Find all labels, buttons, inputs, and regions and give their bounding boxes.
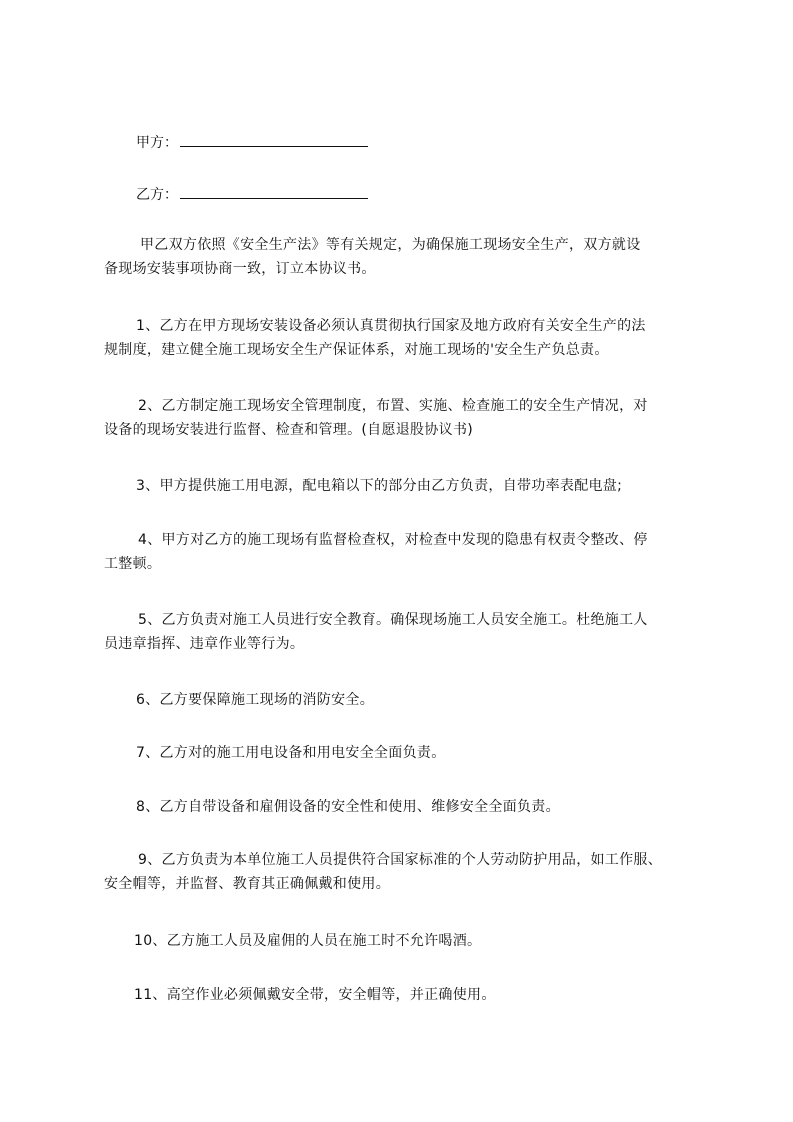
clause-11-line-1: 11、高空作业必须佩戴安全带，安全帽等，并正确使用。	[134, 987, 496, 1003]
clause-1-line-1: 1、乙方在甲方现场安装设备必须认真贯彻执行国家及地方政府有关安全生产的法	[136, 318, 646, 334]
clause-9-line-1: 9、乙方负责为本单位施工人员提供符合国家标准的个人劳动防护用品，如工作服、	[138, 852, 663, 868]
clause-11	[104, 983, 724, 1007]
clause-4-line-2: 工整顿。	[104, 556, 162, 572]
party-b-line	[136, 184, 368, 205]
intro-paragraph	[104, 233, 724, 281]
clause-7-line-1: 7、乙方对的施工用电设备和用电安全全面负责。	[136, 745, 446, 761]
clause-3	[104, 474, 724, 498]
intro-line-2: 备现场安装事项协商一致，订立本协议书。	[104, 261, 376, 277]
party-b-blank	[180, 184, 368, 199]
clause-5-line-2: 员违章指挥、违章作业等行为。	[104, 636, 305, 652]
party-b-label: 乙方：	[136, 187, 178, 203]
clause-8	[104, 795, 724, 819]
clause-7	[104, 741, 724, 765]
clause-2-line-1: 2、乙方制定施工现场安全管理制度，布置、实施、检查施工的安全生产情况，对	[138, 398, 648, 414]
clause-8-line-1: 8、乙方自带设备和雇佣设备的安全性和使用、维修安全全面负责。	[136, 799, 560, 815]
party-a-label: 甲方：	[136, 135, 178, 151]
clause-10	[104, 929, 724, 953]
clause-1	[104, 314, 724, 362]
clause-2	[104, 394, 724, 442]
clause-3-line-1: 3、甲方提供施工用电源，配电箱以下的部分由乙方负责，自带功率表配电盘;	[136, 478, 623, 494]
clause-4	[104, 528, 724, 576]
clause-5-line-1: 5、乙方负责对施工人员进行安全教育。确保现场施工人员安全施工。杜绝施工人	[138, 612, 648, 628]
clause-10-line-1: 10、乙方施工人员及雇佣的人员在施工时不允许喝酒。	[134, 933, 482, 949]
clause-6-line-1: 6、乙方要保障施工现场的消防安全。	[136, 692, 375, 708]
clause-4-line-1: 4、甲方对乙方的施工现场有监督检查权，对检查中发现的隐患有权责令整改、停	[138, 532, 648, 548]
clause-5	[104, 608, 724, 656]
clause-6	[104, 688, 724, 712]
clause-9	[104, 848, 724, 896]
intro-line-1: 甲乙双方依照《安全生产法》等有关规定，为确保施工现场安全生产，双方就设	[140, 237, 641, 253]
clause-1-line-2: 规制度，建立健全施工现场安全生产保证体系，对施工现场的'安全生产负总责。	[104, 342, 609, 358]
party-a-blank	[180, 132, 368, 147]
party-a-line	[136, 132, 368, 153]
clause-2-line-2: 设备的现场安装进行监督、检查和管理。(自愿退股协议书)	[104, 422, 474, 438]
clause-9-line-2: 安全帽等，并监督、教育其正确佩戴和使用。	[104, 876, 390, 892]
